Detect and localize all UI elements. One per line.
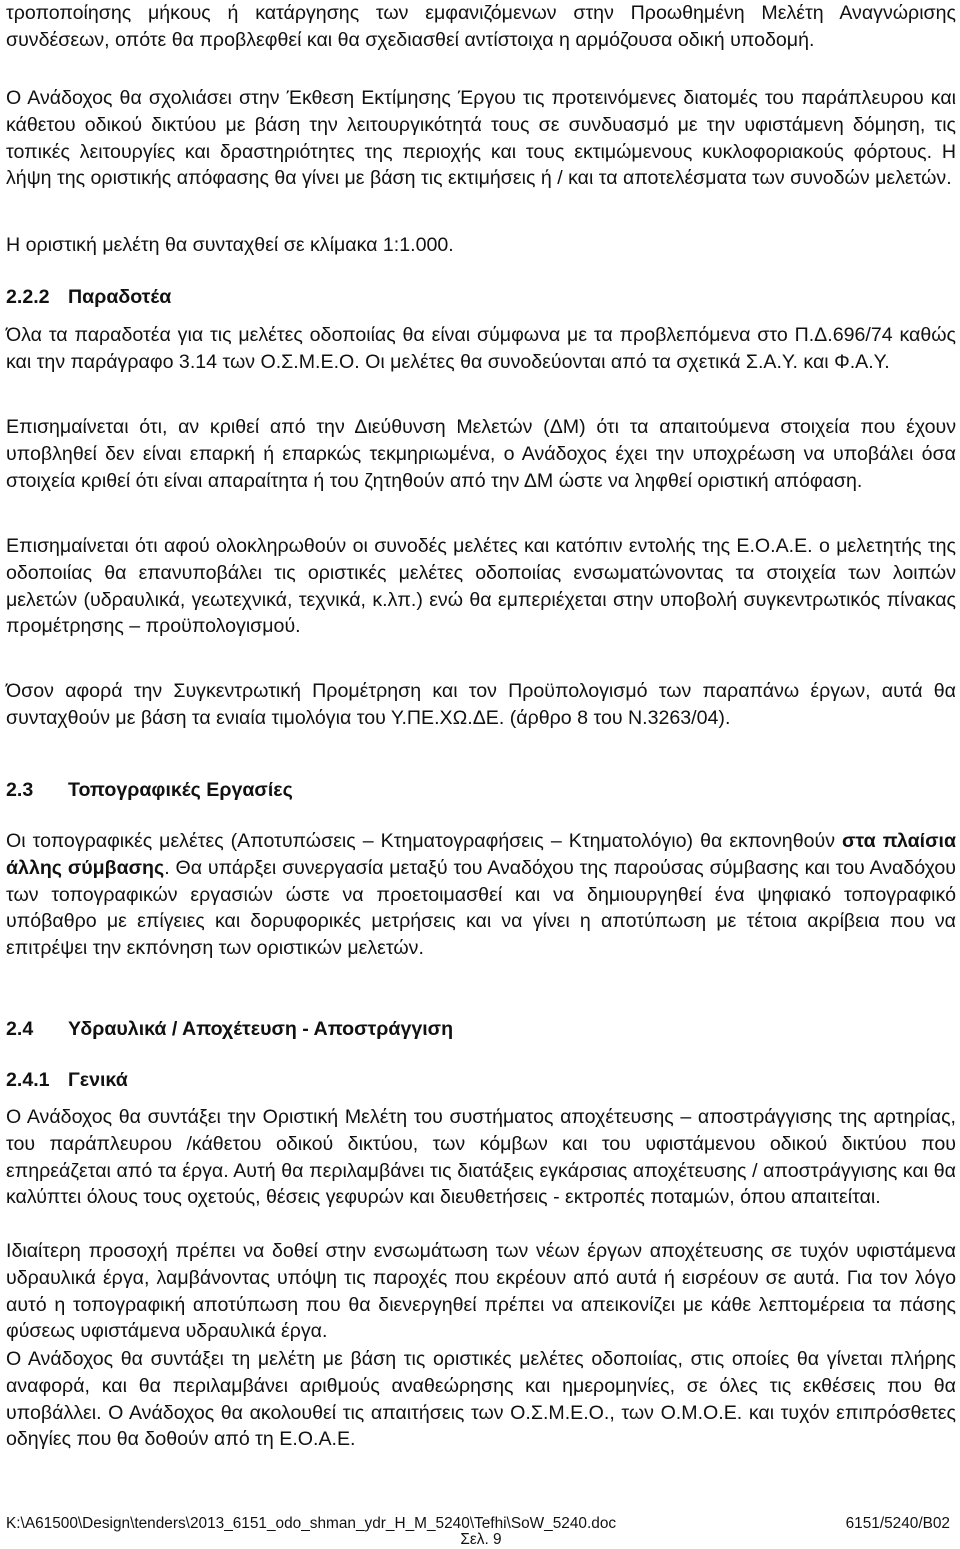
- heading-number: 2.4: [6, 1018, 34, 1040]
- heading-number: 2.3: [6, 779, 34, 801]
- heading-2-4-1: [6, 1067, 956, 1093]
- paragraph-study-references: Ο Ανάδοχος θα συντάξει τη μελέτη με βάση τις οριστικές μελέτες οδοποιίας, στις οποίες θα γίνεται πλήρης αναφορά, και θα περιλαμβάνει αριθμούς αναθεώρησης και ημερομηνίες, σε όλες τις εκθέσεις που θα υποβάλλει. Ο Ανάδοχος θα ακολουθεί τις απαιτήσεις των Ο.Σ.Μ.Ε.Ο., των Ο.Μ.Ο.Ε. και τυχόν επιπρόσθετες οδηγίες που θα δοθούν από τη Ε.Ο.Α.Ε.: [6, 1348, 956, 1451]
- paragraph-scale: Η οριστική μελέτη θα συνταχθεί σε κλίμακα 1:1.000.: [6, 234, 454, 256]
- heading-number: 2.4.1: [6, 1069, 50, 1091]
- heading-title: Τοπογραφικές Εργασίες: [68, 779, 293, 801]
- footer-document-code: 6151/5240/B02: [845, 1515, 950, 1532]
- paragraph-drainage-study: Ο Ανάδοχος θα συντάξει την Οριστική Μελέτη του συστήματος αποχέτευσης – αποστράγγισης της αρτηρίας, του παράπλευρου /κάθετου οδικού δικτύου, των κόμβων και του υφιστάμενου οδικού δικτύου που επηρεάζεται από τα έργα. Αυτή θα περιλαμβάνει τις διατάξεις εγκάρσιας αποχέτευσης / αποστράγγισης και θα καλύπτει όλους τους οχετούς, θέσεις γεφυρών και διευθετήσεις - εκτροπές ποταμών, όπου απαιτείται.: [6, 1106, 956, 1209]
- paragraph-existing-works: Ιδιαίτερη προσοχή πρέπει να δοθεί στην ενσωμάτωση των νέων έργων αποχέτευσης σε τυχόν υφιστάμενα υδραυλικά έργα, λαμβάνοντας υπόψη τις παροχές που εκρέουν από αυτά ή εισρέουν σε αυτά. Για τον λόγο αυτό η τοπογραφική αποτύπωση που θα διενεργηθεί πρέπει να απεικονίζει με κάθε λεπτομέρεια τα πάσης φύσεως υφιστάμενα υδραυλικά έργα.: [6, 1240, 956, 1343]
- heading-title: Γενικά: [68, 1069, 128, 1091]
- paragraph-topographic: [6, 828, 956, 962]
- footer-page-number: Σελ. 9: [460, 1531, 502, 1548]
- document-page: [6, 0, 956, 1548]
- text-run-bold: στα πλαίσια άλλης σύμβασης: [6, 830, 956, 879]
- paragraph-deliverables: Όλα τα παραδοτέα για τις μελέτες οδοποιίας θα είναι σύμφωνα με τα προβλεπόμενα στο Π.Δ.696/74 καθώς και την παράγραφο 3.14 των Ο.Σ.Μ.Ε.Ο. Οι μελέτες θα συνοδεύονται από τα σχετικά Σ.Α.Υ. και Φ.Α.Υ.: [6, 324, 956, 373]
- heading-title: Υδραυλικά / Αποχέτευση - Αποστράγγιση: [68, 1018, 454, 1040]
- footer-file-path: K:\A61500\Design\tenders\2013_6151_odo_shman_ydr_H_M_5240\Tefhi\SoW_5240.doc: [6, 1515, 617, 1532]
- paragraph-road-infrastructure: τροποποίησης μήκους ή κατάργησης των εμφανιζόμενων στην Προωθημένη Μελέτη Αναγνώρισης συνδέσεων, οπότε θα προβλεφθεί και θα σχεδιασθεί αντίστοιχα η αρμόζουσα οδική υποδομή.: [6, 2, 956, 51]
- heading-2-2-2: [6, 284, 956, 310]
- heading-number: 2.2.2: [6, 286, 50, 308]
- heading-title: Παραδοτέα: [68, 286, 172, 308]
- paragraph-additional-data: Επισημαίνεται ότι, αν κριθεί από την Διεύθυνση Μελετών (ΔΜ) ότι τα απαιτούμενα στοιχεία που έχουν υποβληθεί δεν είναι επαρκή ή επαρκώς τεκμηριωμένα, ο Ανάδοχος έχει την υποχρέωση να υποβάλει όσα στοιχεία κριθεί ότι είναι απαραίτητα ή του ζητηθούν από την ΔΜ ώστε να ληφθεί οριστική απόφαση.: [6, 416, 956, 492]
- paragraph-budget: Όσον αφορά την Συγκεντρωτική Προμέτρηση και τον Προϋπολογισμό των παραπάνω έργων, αυτά θα συνταχθούν με βάση τα ενιαία τιμολόγια του Υ.ΠΕ.ΧΩ.ΔΕ. (άρθρο 8 του Ν.3263/04).: [6, 680, 956, 729]
- paragraph-cross-sections: Ο Ανάδοχος θα σχολιάσει στην Έκθεση Εκτίμησης Έργου τις προτεινόμενες διατομές του παράπλευρου και κάθετου οδικού δικτύου με βάση την λειτουργικότητά τους σε συνδυασμό με την υφιστάμενη δόμηση, τις τοπικές λειτουργίες και δραστηριότητες της περιοχής και τους εκτιμώμενους κυκλοφοριακούς φόρτους. Η λήψη της οριστικής απόφασης θα γίνει με βάση τις εκτιμήσεις ή / και τα αποτελέσματα των συνοδών μελετών.: [6, 87, 956, 190]
- text-run: Οι τοπογραφικές μελέτες (Αποτυπώσεις – Κτηματογραφήσεις – Κτηματολόγιο) θα εκπονηθούν: [6, 830, 843, 852]
- heading-2-3: [6, 777, 956, 803]
- heading-2-4: [6, 1016, 956, 1042]
- text-run: . Θα υπάρξει συνεργασία μεταξύ του Αναδόχου της παρούσας σύμβασης και του Αναδόχου των τοπογραφικών εργασιών ώστε να προετοιμασθεί και να δημιουργηθεί ένα ψηφιακό τοπογραφικό υπόβαθρο με επίγειες και δορυφορικές μετρήσεις και να γίνει η αποτύπωση με τέτοια ακρίβεια που να επιτρέψει την εκπόνηση των οριστικών μελετών.: [6, 856, 956, 960]
- paragraph-resubmission: Επισημαίνεται ότι αφού ολοκληρωθούν οι συνοδές μελέτες και κατόπιν εντολής της Ε.Ο.Α.Ε. ο μελετητής της οδοποιίας θα επανυποβάλει τις οριστικές μελέτες οδοποιίας ενσωματώνοντας τα στοιχεία των λοιπών μελετών (υδραυλικά, γεωτεχνικά, τεχνικά, κ.λπ.) ενώ θα εμπεριέχεται στην υποβολή συγκεντρωτικός πίνακας προμέτρησης – προϋπολογισμού.: [6, 535, 956, 638]
